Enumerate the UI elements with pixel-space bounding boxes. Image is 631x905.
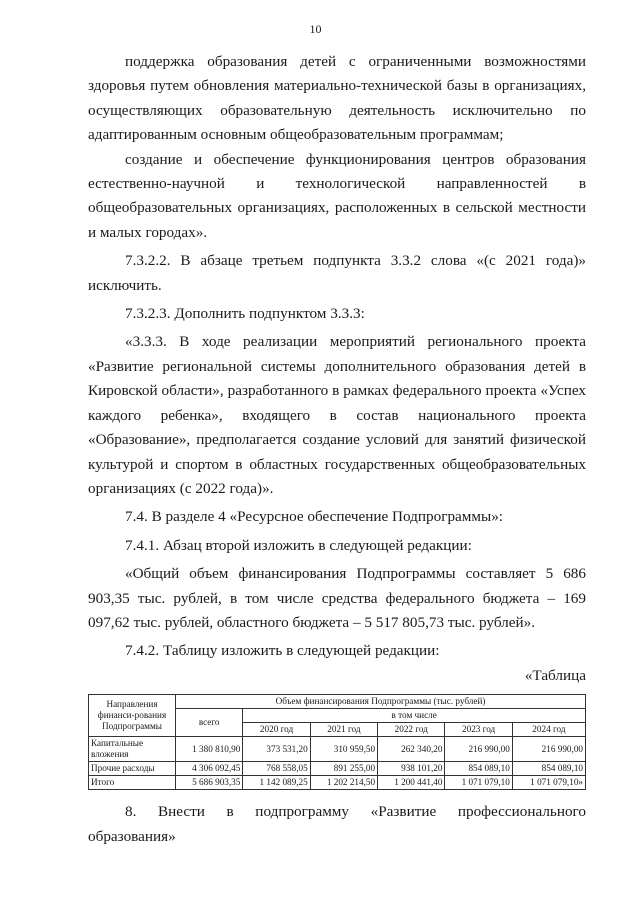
table-row xyxy=(89,776,586,790)
table-cell: 1 071 079,10 xyxy=(445,776,512,790)
table-header-year: 2023 год xyxy=(445,723,512,737)
paragraph: создание и обеспечение функционирования центров образования естественно-научной и технологической направленностей в общеобразовательных организациях, расположенных в сельской местности и малых городах». xyxy=(88,150,586,241)
financing-table-wrapper xyxy=(88,694,586,790)
table-header-year: 2020 год xyxy=(243,723,310,737)
table-header-year: 2022 год xyxy=(378,723,445,737)
paragraph: 7.4.1. Абзац второй изложить в следующей редакции: xyxy=(125,536,472,554)
table-cell: 1 200 441,40 xyxy=(378,776,445,790)
table-header-year: 2021 год xyxy=(310,723,377,737)
table-cell-total: 1 380 810,90 xyxy=(176,737,243,762)
financing-table xyxy=(88,694,586,790)
table-cell: 891 255,00 xyxy=(310,762,377,776)
table-header-direction: Направления финанси-рования Подпрограммы xyxy=(89,695,176,737)
table-row xyxy=(89,737,586,762)
table-label: «Таблица xyxy=(524,666,586,684)
table-cell: 768 558,05 xyxy=(243,762,310,776)
table-row xyxy=(89,762,586,776)
paragraph: «3.3.3. В ходе реализации мероприятий регионального проекта «Развитие региональной системы дополнительного образования детей в Кировской области», разработанного в рамках федерального проекта «Успех каждого ребенка», входящего в состав национального проекта «Образование», предполагается создание условий для занятий физической культурой и спортом в областных государственных общеобразовательных организациях (с 2022 года)». xyxy=(88,333,586,497)
table-cell-total: 5 686 903,35 xyxy=(176,776,243,790)
table-cell-total: 4 306 092,45 xyxy=(176,762,243,776)
page-number: 10 xyxy=(309,22,322,36)
table-cell-name: Итого xyxy=(89,776,176,790)
table-cell: 310 959,50 xyxy=(310,737,377,762)
table-cell: 262 340,20 xyxy=(378,737,445,762)
paragraph: «Общий объем финансирования Подпрограммы составляет 5 686 903,35 тыс. рублей, в том числе средства федерального бюджета – 169 097,62 тыс. рублей, областного бюджета – 5 517 805,73 тыс. рублей». xyxy=(88,565,586,631)
paragraph: 7.3.2.3. Дополнить подпунктом 3.3.3: xyxy=(125,305,365,323)
paragraph: 7.4. В разделе 4 «Ресурсное обеспечение Подпрограммы»: xyxy=(125,508,504,526)
table-cell: 216 990,00 xyxy=(512,737,585,762)
table-cell-name: Прочие расходы xyxy=(89,762,176,776)
paragraph: 7.3.2.2. В абзаце третьем подпункта 3.3.2 слова «(с 2021 года)» исключить. xyxy=(88,252,586,294)
document-body xyxy=(88,50,586,849)
table-cell: 373 531,20 xyxy=(243,737,310,762)
table-header-group: Объем финансирования Подпрограммы (тыс. рублей) xyxy=(176,695,586,709)
table-header-including: в том числе xyxy=(243,709,586,723)
table-cell: 854 089,10 xyxy=(445,762,512,776)
table-cell: 216 990,00 xyxy=(445,737,512,762)
table-cell-name: Капитальные вложения xyxy=(89,737,176,762)
table-header-year: 2024 год xyxy=(512,723,585,737)
table-cell: 1 071 079,10» xyxy=(512,776,585,790)
paragraph: поддержка образования детей с ограниченными возможностями здоровья путем обновления материально-технической базы в организациях, осуществляющих образовательную деятельность исключительно по адаптированным основным общеобразовательным программам; xyxy=(88,53,586,144)
paragraph: 8. Внести в подпрограмму «Развитие профессионального образования» xyxy=(88,803,586,845)
table-cell: 1 202 214,50 xyxy=(310,776,377,790)
table-cell: 938 101,20 xyxy=(378,762,445,776)
table-cell: 854 089,10 xyxy=(512,762,585,776)
paragraph: 7.4.2. Таблицу изложить в следующей редакции: xyxy=(125,642,440,660)
table-cell: 1 142 089,25 xyxy=(243,776,310,790)
table-header-total: всего xyxy=(176,709,243,737)
